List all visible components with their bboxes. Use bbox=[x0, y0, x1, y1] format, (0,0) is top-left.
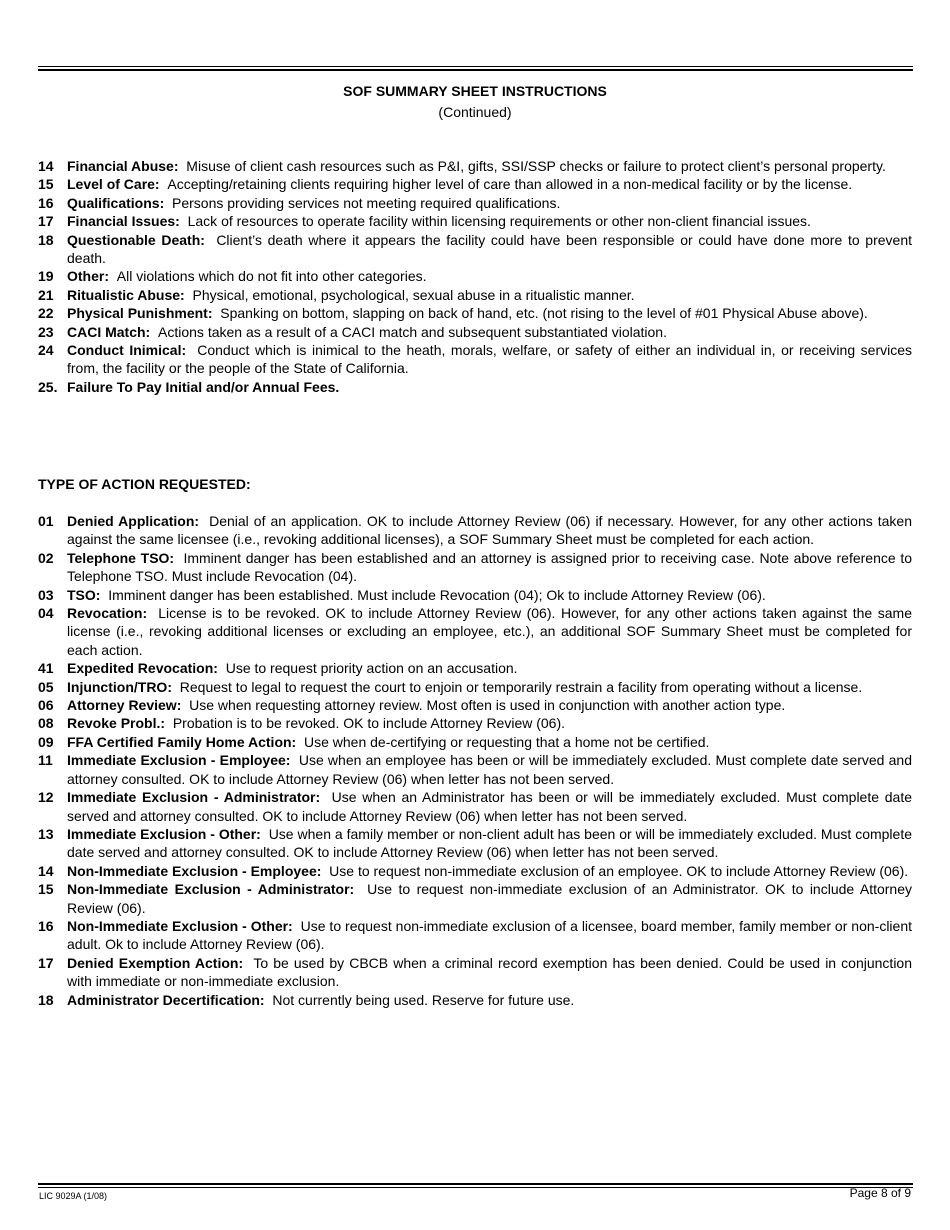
item-description: Use to request non-immediate exclusion of a licensee, board member, family member or non-client adult. Ok to include Attorney Review (06). bbox=[67, 917, 912, 953]
item-description: Use to request non-immediate exclusion of an employee. OK to include Attorney Review (06). bbox=[329, 862, 909, 879]
item-label: Immediate Exclusion - Administrator: bbox=[67, 789, 321, 806]
item-description: Lack of resources to operate facility within licensing requirements or other non-client financial issues. bbox=[187, 213, 811, 230]
item-label: Conduct Inimical: bbox=[67, 342, 187, 359]
item-number: 11 bbox=[38, 752, 53, 769]
violation-type-item bbox=[38, 194, 912, 212]
item-description: Persons providing services not meeting required qualifications. bbox=[172, 194, 561, 211]
item-label: Non-Immediate Exclusion - Employee: bbox=[67, 862, 322, 879]
item-description: Physical, emotional, psychological, sexual abuse in a ritualistic manner. bbox=[192, 286, 635, 303]
item-label: Ritualistic Abuse: bbox=[67, 286, 185, 303]
action-type-item bbox=[38, 549, 912, 586]
violation-type-item bbox=[38, 175, 912, 193]
item-number: 18 bbox=[38, 991, 54, 1008]
item-number: 14 bbox=[38, 158, 54, 174]
item-description: Use to request priority action on an accusation. bbox=[225, 660, 518, 677]
item-description: To be used by CBCB when a criminal record exemption has been denied. Could be used in conjunction with immediate or non-immediate exclusion. bbox=[67, 954, 913, 990]
item-label: Immediate Exclusion - Other: bbox=[67, 825, 261, 842]
violation-type-item bbox=[38, 286, 912, 304]
item-description: Accepting/retaining clients requiring higher level of care than allowed in a non-medical facility or by the license. bbox=[167, 176, 853, 193]
violation-type-item bbox=[38, 231, 912, 268]
item-number: 13 bbox=[38, 825, 54, 842]
item-description: Actions taken as a result of a CACI match and subsequent substantiated violation. bbox=[158, 323, 667, 340]
item-label: Level of Care: bbox=[67, 176, 160, 193]
bottom-divider bbox=[38, 1187, 913, 1188]
item-number: 14 bbox=[38, 862, 54, 879]
action-type-item bbox=[38, 659, 912, 677]
item-label: Revocation: bbox=[67, 605, 148, 622]
violation-type-item bbox=[38, 323, 912, 341]
item-label: Attorney Review: bbox=[67, 697, 182, 714]
item-description: Use when a family member or non-client adult has been or will be immediately excluded. Must complete date served and attorney consulted. OK to include Attorney Review (06) when letter has not been served. bbox=[67, 825, 913, 861]
item-label: Denied Exemption Action: bbox=[67, 954, 244, 971]
item-label: TSO: bbox=[67, 586, 101, 603]
page-subtitle: (Continued) bbox=[438, 104, 512, 120]
action-type-item bbox=[38, 586, 912, 604]
item-number: 21 bbox=[38, 286, 54, 303]
item-description: Spanking on bottom, slapping on back of hand, etc. (not rising to the level of #01 Physical Abuse above). bbox=[220, 305, 868, 322]
action-type-item bbox=[38, 880, 912, 917]
action-type-list bbox=[38, 512, 912, 1009]
action-section-heading: TYPE OF ACTION REQUESTED: bbox=[38, 476, 251, 492]
item-label: Questionable Death: bbox=[67, 231, 205, 248]
item-number: 24 bbox=[38, 342, 54, 359]
item-description: Use when an Administrator has been or will be immediately excluded. Must complete date served and attorney consulted. OK to include Attorney Review (06) when letter has not been served. bbox=[67, 789, 912, 824]
item-description: Use when an employee has been or will be immediately excluded. Must complete date served and attorney consulted. OK to include Attorney Review (06) when letter has not been served. bbox=[67, 752, 913, 787]
item-label: FFA Certified Family Home Action: bbox=[67, 733, 297, 750]
item-label: CACI Match: bbox=[67, 323, 151, 340]
item-description: Conduct which is inimical to the heath, morals, welfare, or safety of either an individual in, or receiving services from, the facility or the people of the State of California. bbox=[67, 342, 913, 377]
item-label: Other: bbox=[67, 268, 109, 285]
action-type-item bbox=[38, 954, 912, 991]
item-number: 05 bbox=[38, 678, 54, 695]
item-label: Expedited Revocation: bbox=[67, 660, 218, 677]
item-number: 41 bbox=[38, 660, 54, 677]
item-number: 17 bbox=[38, 213, 54, 230]
violation-type-list bbox=[38, 157, 912, 396]
action-type-item bbox=[38, 678, 912, 696]
violation-type-item bbox=[38, 157, 912, 175]
action-type-item bbox=[38, 696, 912, 714]
item-number: 15 bbox=[38, 176, 54, 193]
item-number: 06 bbox=[38, 697, 54, 714]
item-label: Immediate Exclusion - Employee: bbox=[67, 752, 291, 769]
item-number: 03 bbox=[38, 586, 54, 603]
item-description: Probation is to be revoked. OK to include Attorney Review (06). bbox=[172, 715, 566, 732]
item-description: Client’s death where it appears the facility could have been responsible or could have done more to prevent death. bbox=[67, 231, 912, 267]
item-number: 18 bbox=[38, 231, 54, 248]
bottom-divider-thick bbox=[38, 1183, 913, 1185]
page-title: SOF SUMMARY SHEET INSTRUCTIONS bbox=[343, 83, 607, 99]
item-label: Administrator Decertification: bbox=[67, 991, 265, 1008]
item-description: Imminent danger has been established and an attorney is assigned prior to receiving case. Note above reference to Telephone TSO. Must include Revocation (04). bbox=[67, 549, 912, 585]
item-description: Request to legal to request the court to enjoin or temporarily restrain a facility from operating without a license. bbox=[179, 678, 863, 695]
item-number: 17 bbox=[38, 954, 54, 971]
item-number: 19 bbox=[38, 268, 54, 285]
item-label: Financial Issues: bbox=[67, 213, 180, 230]
violation-type-item bbox=[38, 304, 912, 322]
item-label: Denied Application: bbox=[67, 513, 200, 529]
item-number: 12 bbox=[38, 789, 54, 806]
violation-type-item bbox=[38, 267, 912, 285]
action-type-item bbox=[38, 604, 912, 659]
item-description: Denial of an application. OK to include Attorney Review (06) if necessary. However, for any other actions taken against the same licensee (i.e., revoking additional licenses), a SOF Summary Sheet must be completed for each action. bbox=[67, 513, 912, 548]
item-number: 01 bbox=[38, 513, 54, 529]
violation-type-item bbox=[38, 378, 912, 396]
form-id: LIC 9029A (1/08) bbox=[39, 1191, 108, 1201]
item-number: 08 bbox=[38, 715, 54, 732]
item-label: Failure To Pay Initial and/or Annual Fees. bbox=[67, 378, 340, 395]
item-label: Non-Immediate Exclusion - Administrator: bbox=[67, 881, 355, 898]
item-description: Use when de-certifying or requesting that a home not be certified. bbox=[304, 733, 710, 750]
item-number: 15 bbox=[38, 881, 54, 898]
item-number: 02 bbox=[38, 549, 54, 566]
item-description: License is to be revoked. OK to include Attorney Review (06). However, for any other actions taken against the same license (i.e., revoking additional licenses or excluding an employee, etc.), an additional SOF Summary Sheet must be completed for each action. bbox=[67, 605, 912, 658]
item-number: 16 bbox=[38, 194, 54, 211]
item-number: 22 bbox=[38, 305, 54, 322]
item-number: 09 bbox=[38, 733, 54, 750]
top-divider-thick bbox=[38, 69, 913, 71]
item-label: Non-Immediate Exclusion - Other: bbox=[67, 917, 293, 934]
item-number: 16 bbox=[38, 917, 54, 934]
violation-type-item bbox=[38, 212, 912, 230]
item-number: 25. bbox=[38, 378, 58, 395]
violation-type-item bbox=[38, 341, 912, 378]
item-description: Misuse of client cash resources such as P&I, gifts, SSI/SSP checks or failure to protect client’s personal property. bbox=[186, 158, 886, 174]
action-type-item bbox=[38, 751, 912, 788]
action-type-item bbox=[38, 991, 912, 1009]
item-description: Use to request non-immediate exclusion of an Administrator. OK to include Attorney Review (06). bbox=[67, 881, 913, 916]
action-type-item bbox=[38, 788, 912, 825]
item-description: Imminent danger has been established. Must include Revocation (04); Ok to include Attorney Review (06). bbox=[108, 586, 766, 603]
item-label: Qualifications: bbox=[67, 194, 165, 211]
item-label: Physical Punishment: bbox=[67, 305, 213, 322]
page-number: Page 8 of 9 bbox=[849, 1186, 911, 1200]
item-number: 04 bbox=[38, 605, 54, 622]
action-type-item bbox=[38, 917, 912, 954]
action-type-item bbox=[38, 512, 912, 549]
top-divider bbox=[38, 66, 913, 67]
action-type-item bbox=[38, 825, 912, 862]
item-description: Not currently being used. Reserve for future use. bbox=[272, 991, 575, 1008]
item-number: 23 bbox=[38, 323, 54, 340]
action-type-item bbox=[38, 714, 912, 732]
item-label: Injunction/TRO: bbox=[67, 678, 172, 695]
item-label: Financial Abuse: bbox=[67, 158, 179, 174]
action-type-item bbox=[38, 733, 912, 751]
item-label: Revoke Probl.: bbox=[67, 715, 166, 732]
item-label: Telephone TSO: bbox=[67, 549, 175, 566]
action-type-item bbox=[38, 862, 912, 880]
item-description: All violations which do not fit into other categories. bbox=[116, 268, 427, 285]
item-description: Use when requesting attorney review. Most often is used in conjunction with another action type. bbox=[189, 697, 786, 714]
